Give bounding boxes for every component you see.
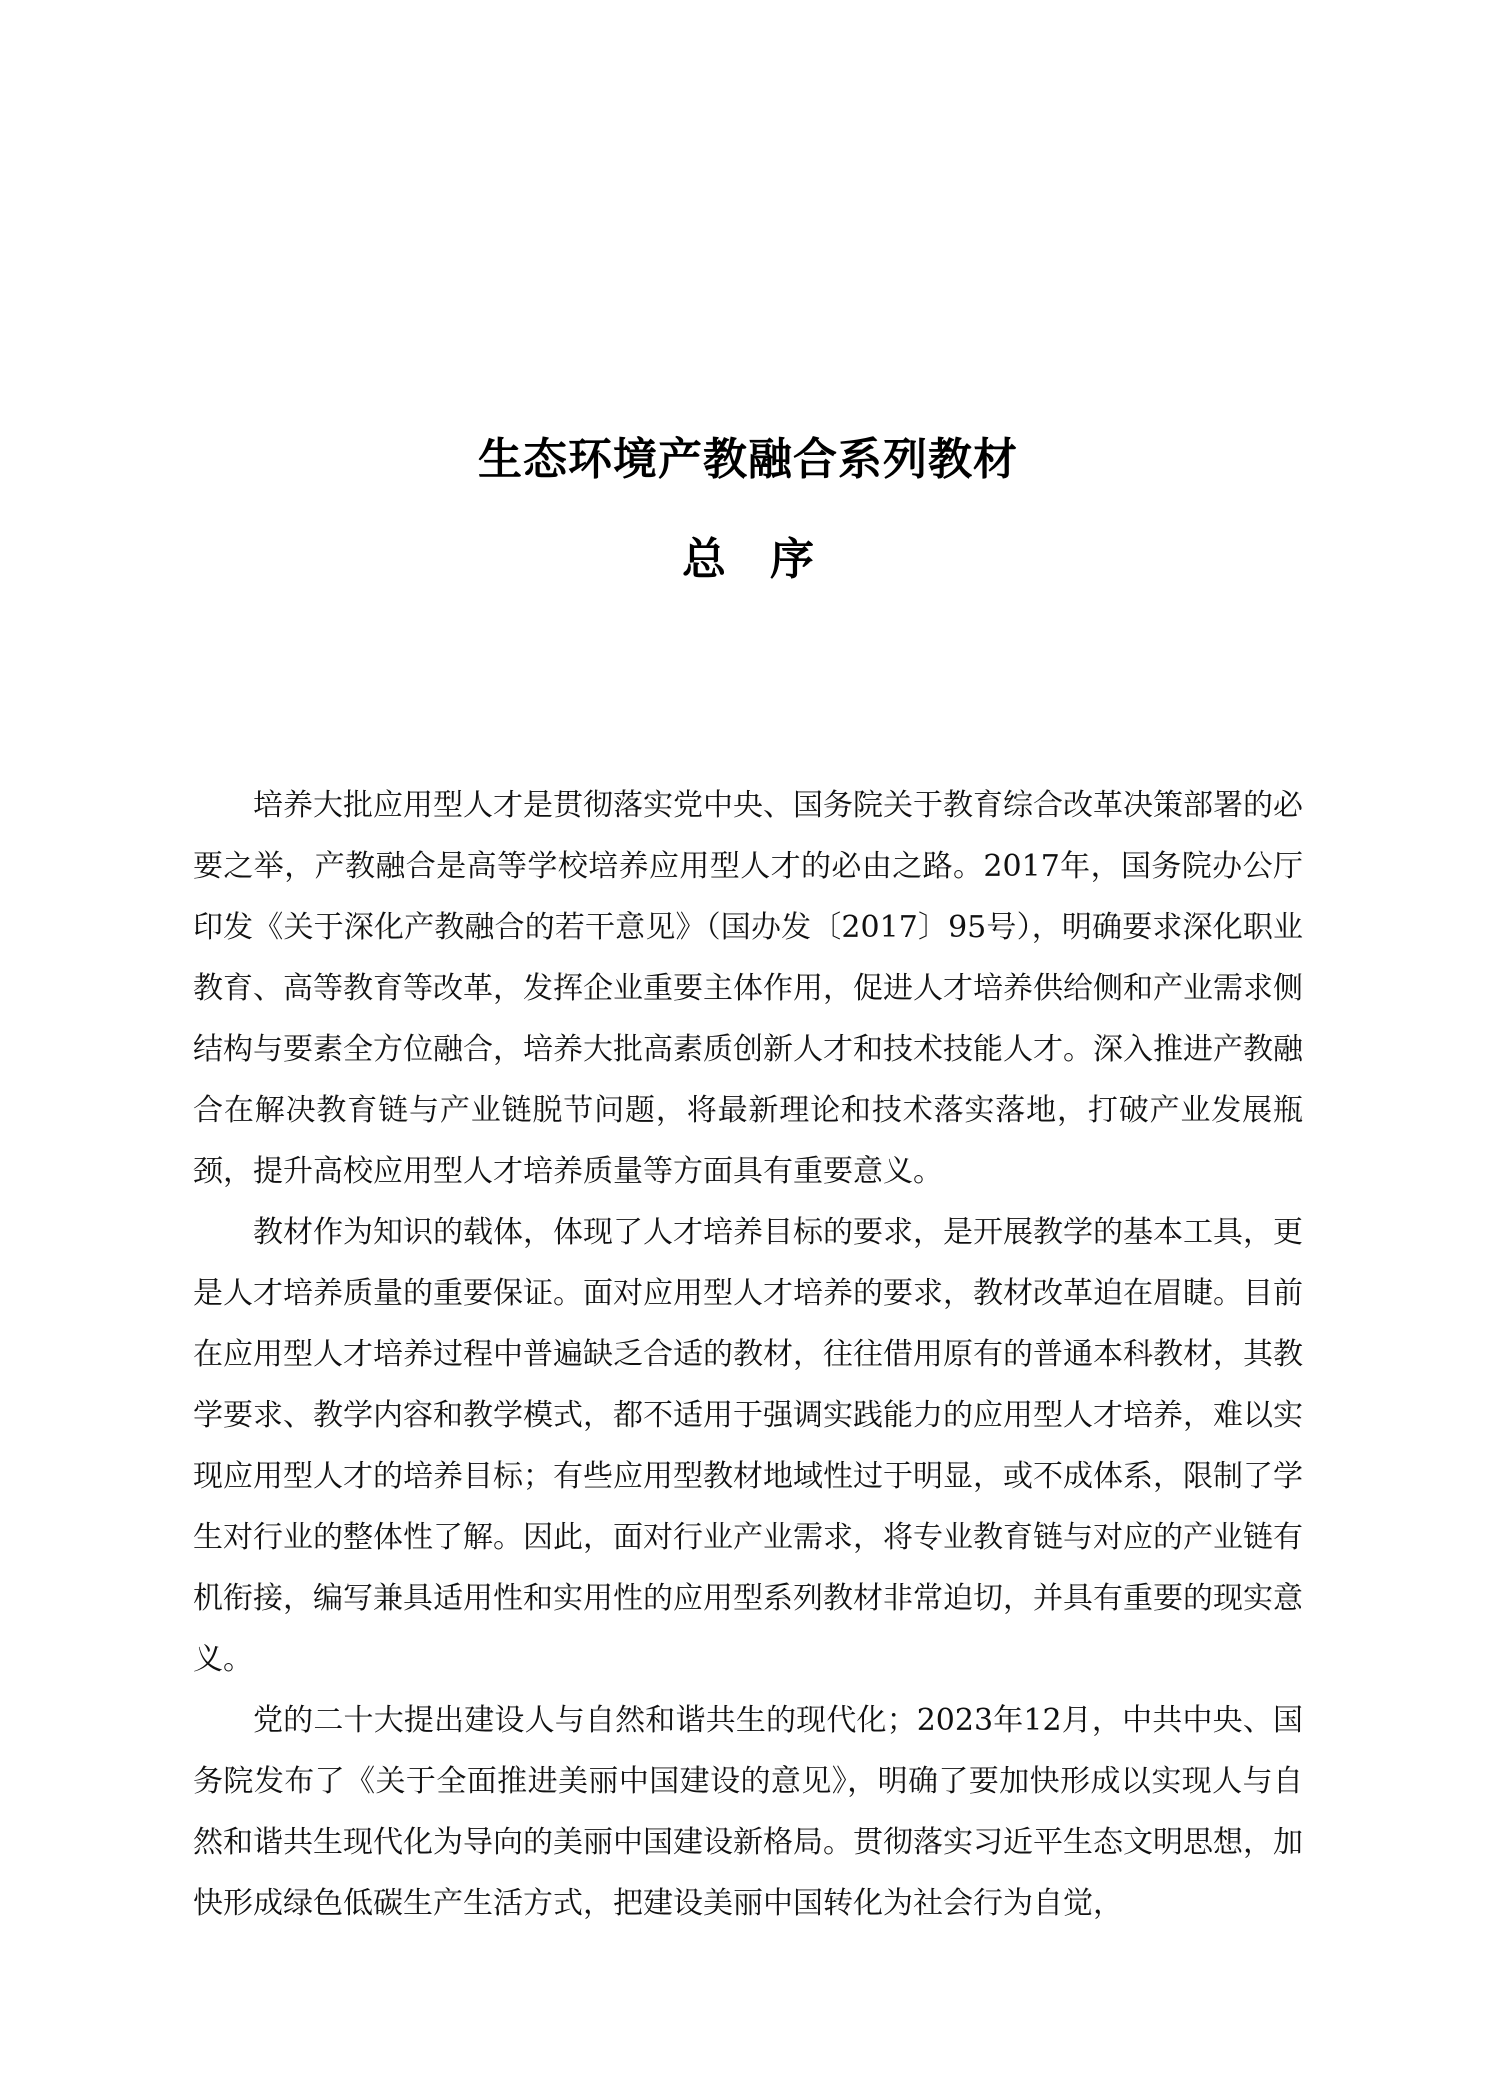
preface-heading: 总序	[682, 534, 858, 585]
paragraph-1: 培养大批应用型人才是贯彻落实党中央、国务院关于教育综合改革决策部署的必要之举，产教融合是高等学校培养应用型人才的必由之路。2017年，国务院办公厅印发《关于深化产教融合的若干意见》（国办发〔2017〕95号），明确要求深化职业教育、高等教育等改革，发挥企业重要主体作用，促进人才培养供给侧和产业需求侧结构与要素全方位融合，培养大批高素质创新人才和技术技能人才。深入推进产教融合在解决教育链与产业链脱节问题，将最新理论和技术落实落地，打破产业发展瓶颈，提升高校应用型人才培养质量等方面具有重要意义。	[193, 788, 1303, 1189]
series-title: 生态环境产教融合系列教材	[478, 434, 1018, 485]
paragraph-2: 教材作为知识的载体，体现了人才培养目标的要求，是开展教学的基本工具，更是人才培养质量的重要保证。面对应用型人才培养的要求，教材改革迫在眉睫。目前在应用型人才培养过程中普遍缺乏合适的教材，往往借用原有的普通本科教材，其教学要求、教学内容和教学模式，都不适用于强调实践能力的应用型人才培养，难以实现应用型人才的培养目标；有些应用型教材地域性过于明显，或不成体系，限制了学生对行业的整体性了解。因此，面对行业产业需求，将专业教育链与对应的产业链有机衔接，编写兼具适用性和实用性的应用型系列教材非常迫切，并具有重要的现实意义。	[193, 1215, 1303, 1677]
preface-body	[193, 775, 1303, 1934]
paragraph-3: 党的二十大提出建设人与自然和谐共生的现代化；2023年12月，中共中央、国务院发布了《关于全面推进美丽中国建设的意见》，明确了要加快形成以实现人与自然和谐共生现代化为导向的美丽中国建设新格局。贯彻落实习近平生态文明思想，加快形成绿色低碳生产生活方式，把建设美丽中国转化为社会行为自觉，	[193, 1703, 1303, 1921]
